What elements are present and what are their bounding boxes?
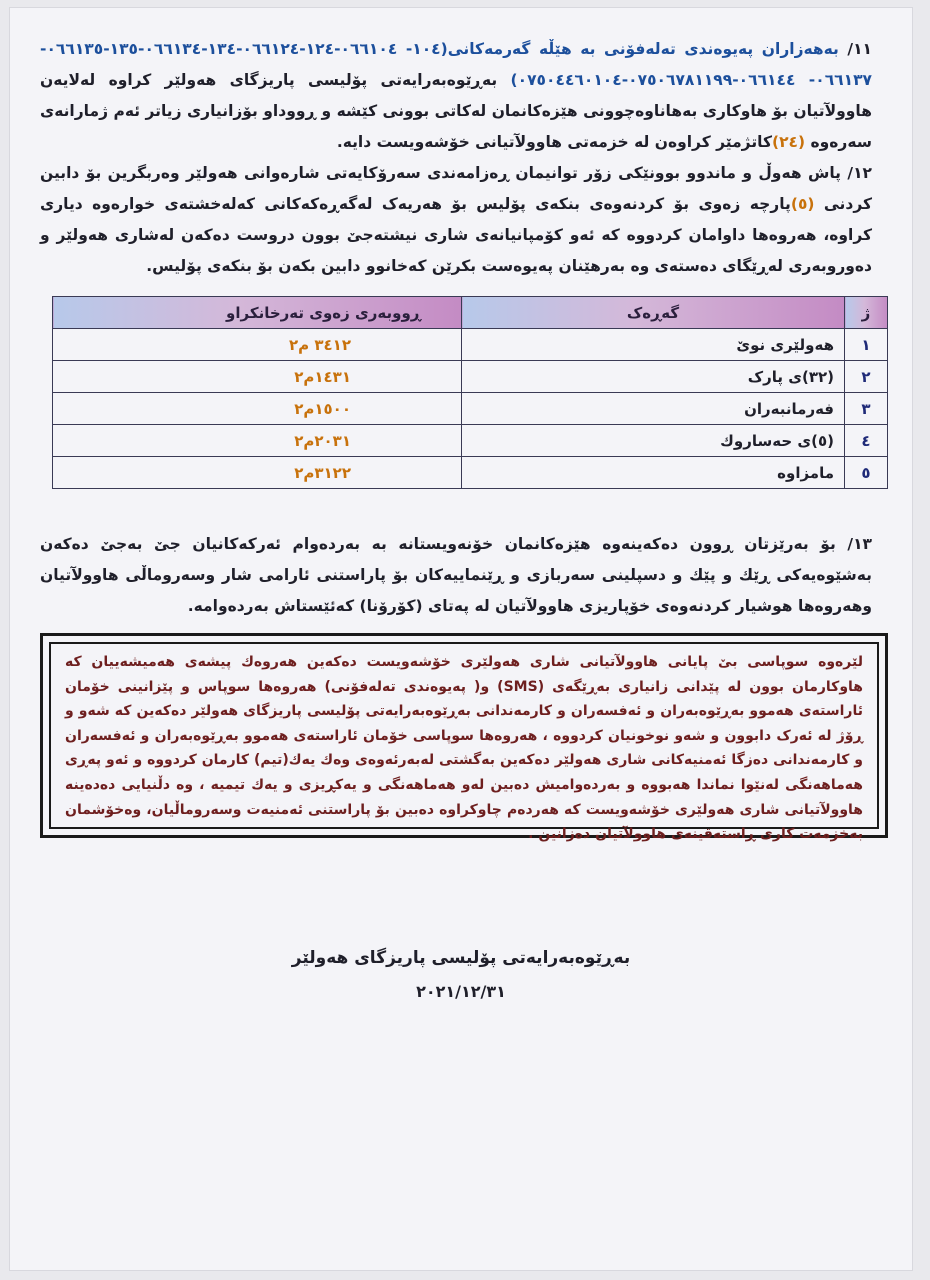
- paragraph-13: [40, 529, 872, 622]
- row-number: ٥: [845, 457, 888, 489]
- plot-count-value: (٥): [790, 195, 815, 213]
- document-page: [10, 8, 912, 1270]
- row-number: ٢: [845, 361, 888, 393]
- land-area-value: ١٥٠٠م٢: [53, 393, 462, 425]
- paragraph-text: بۆ بەرێزتان ڕوون دەکەینەوە هێزەکانمان خۆنەویستانە بە بەردەوام ئەرکەکانیان جێ بەجێ دەکەن بەشێوەیەکی ڕێك و پێك و دسپلینی سەربازی و ڕێنماییەکان بۆ پاراستنی ئارامی شار وسەروماڵی هاوولآتیان وهەروەها هوشیار کردنەوەی خۆپاریزی هاوولآتیان لە پەتای (کۆرۆنا) کەئێستاش بەردەوامە.: [40, 535, 872, 615]
- table-row: [53, 393, 888, 425]
- thank-you-box: [40, 633, 888, 843]
- neighborhood-name: هەولێری نوێ: [462, 329, 845, 361]
- paragraph-number: ١٢/: [847, 164, 872, 182]
- paragraph-number: ١٣/: [847, 535, 872, 553]
- row-number: ٣: [845, 393, 888, 425]
- paragraph-11: [40, 34, 872, 158]
- thank-you-text: لێرەوە سوپاسی بێ پایانی هاوولآتیانی شاری هەولێری خۆشەویست دەکەین هەروەك پیشەی هەمیشەییان کە هاوکارمان بوون لە پێدانی زانیاری بەڕێگەی (SMS) و( پەیوەندی تەلەفۆنی) هەروەها سوپاس و پێزانینی خۆمان ئاراستەی هەموو بەڕێوەبەران و ئەفسەران و کارمەندانی بەڕێوەبەرایەتی پۆلیسی پاریزگای هەولێر دەکەین کە شەو و ڕۆژ لە ئەرک دابوون و شەو نوخونیان کردووە ، هەروەها سوپاسی خۆمان ئاراستەی هەموو بەڕێوەبەران و ئەفسەران و کارمەندانی دەزگا ئەمنیەکانی شاری هەولێر دەکەین بەگشتی لەبەرئەوەی وەك یەك(تیم) کارمان کردووە و ئەو پەڕی هەماهەنگی لەنێوا نماندا هەبووە و بەردەوامیش دەبین لەو هەماهەنگی و یەکڕیزی و یەك تیمیە ، وە دڵنیایی دەدەینە هاوولآتیانی شاری هەولێری خۆشەویست کە هەردەم چاوکراوە دەبین بۆ پاراستنی ئەمنیەت وسەروماڵیان، وەخۆشمان بەخزمەت کاری ڕاستەقینەی هاوولآتیان دەزانین .: [65, 654, 863, 843]
- land-area-value: ٢٠٣١م٢: [53, 425, 462, 457]
- land-area-value: ٣١٢٢م٢: [53, 457, 462, 489]
- neighborhood-name: مامزاوە: [462, 457, 845, 489]
- land-area-value: ٣٤١٢ م٢: [53, 329, 462, 361]
- table-row: [53, 425, 888, 457]
- land-allocation-table: [52, 296, 888, 489]
- paragraph-text: کاتژمێر کراوەن لە خزمەتی هاوولآتیانی خۆشەویست دایە.: [336, 133, 772, 151]
- header-land-area: ڕووبەری زەوی تەرخانکراو: [53, 297, 462, 329]
- hotline-numbers: بەهەزاران پەیوەندی تەلەفۆنی بە هێڵە گەرمەکانی(١٠٤- ٠٦٦١٠٤-١٢٤-٠٦٦١٢٤-١٣٤-٠٦٦١٣٤-١٣٥-٠٦٦١٣٥- ٠٦٦١٣٧- ٠٦٦١٤٤-٠٧٥٠٦٧٨١١٩٩-٠٧٥٠٤٤٦٠١٠٤): [40, 40, 872, 89]
- table-row: [53, 457, 888, 489]
- paragraph-text: پاش هەوڵ و ماندوو بوونێکی زۆر توانیمان ڕەزامەندی سەرۆکایەتی شارەوانی هەولێر وەربگرین بۆ دابین کردنی: [40, 164, 872, 213]
- signature-organization: بەڕێوەبەرایەتی پۆلیسی پاریزگای هەولێر: [291, 948, 631, 968]
- document-body: [40, 34, 872, 622]
- thank-you-box-inner: [49, 642, 879, 843]
- paragraph-text: پارچە زەوی بۆ کردنەوەی بنکەی پۆلیس بۆ هەریەک لەگەڕەکەکانی کەلەخشتەی خوارەوە دیاری کراوە، هەروەها داوامان کردووە کە ئەو کۆمپانیانەی شاری نیشتەجێ بوون دروست دەکەن لەشاری هەولێر و دەوروبەری لەڕێگای دەستەی وە بەرهێنان پەیوەست بکرێن کەخانوو دابین بکەن بۆ بنکەی پۆلیس.: [40, 195, 872, 275]
- table-row: [53, 329, 888, 361]
- header-number: ژ: [845, 297, 888, 329]
- table-row: [53, 361, 888, 393]
- signature-date: ٢٠٢١/١٢/٣١: [416, 982, 506, 1001]
- paragraph-text: بەڕێوەبەرایەتی پۆلیسی پاریزگای هەولێر کراوە لەلایەن هاوولآتیان بۆ هاوکاری بەهاناوەچوونی هێزەکانمان لەکاتی بوونی کێشە و ڕووداو بۆزانیاری زیاتر ئەم ژمارانەی سەرەوە: [40, 71, 872, 151]
- table-header-row: [53, 297, 888, 329]
- header-neighborhood: گەڕەک: [462, 297, 845, 329]
- row-number: ٤: [845, 425, 888, 457]
- neighborhood-name: فەرمانبەران: [462, 393, 845, 425]
- signature-block: [10, 948, 912, 1001]
- neighborhood-name: (٥)ی حەساروك: [462, 425, 845, 457]
- land-area-value: ١٤٣١م٢: [53, 361, 462, 393]
- row-number: ١: [845, 329, 888, 361]
- hours-value: (٢٤): [771, 133, 806, 151]
- neighborhood-name: (٣٢)ی پارک: [462, 361, 845, 393]
- paragraph-number: ١١/: [847, 40, 872, 58]
- paragraph-12: [40, 158, 872, 282]
